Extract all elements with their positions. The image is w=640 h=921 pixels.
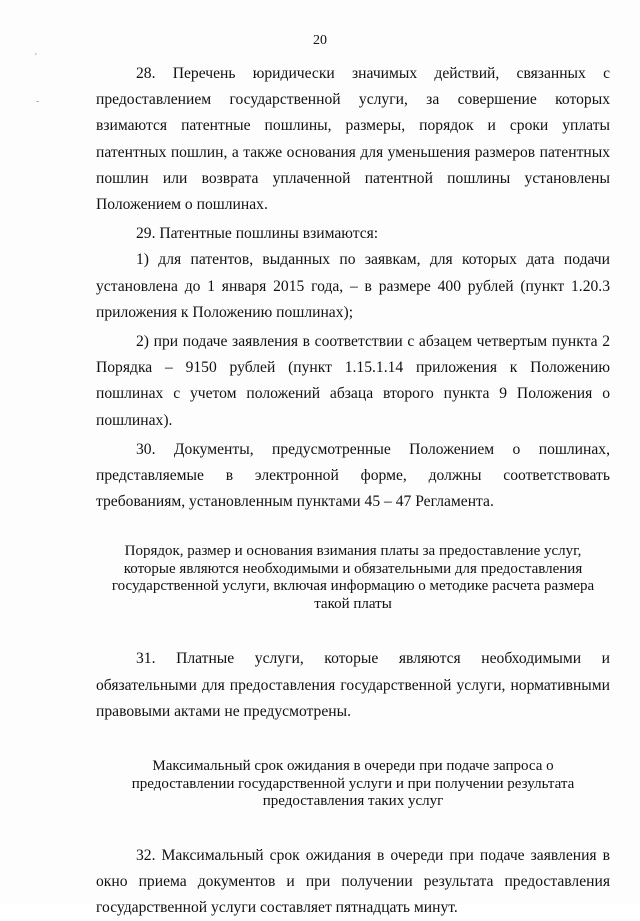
- paragraph-29-item-2: 2) при подаче заявления в соответствии с абзацем четвертым пункта 2 Порядка – 9150 рублей (пункт 1.15.1.14 приложения к Положению пошлинах с учетом положений абзаца второго пункта 9 Положения о пошлинах).: [96, 333, 610, 429]
- paragraph-30: 30. Документы, предусмотренные Положением о пошлинах, представляемые в электронной форме, должны соответствовать требованиям, установленным пунктами 45 – 47 Регламента.: [96, 440, 610, 511]
- document-body: [96, 61, 610, 921]
- paragraph-29-item-1: 1) для патентов, выданных по заявкам, для которых дата подачи установлена до 1 января 2015 года, – в размере 400 рублей (пункт 1.20.3 приложения к Положению пошлинах);: [96, 251, 610, 321]
- paragraph-32: 32. Максимальный срок ожидания в очереди при подаче заявления в окно приема документов и при получении результата предоставления государственной услуги составляет пятнадцать минут.: [96, 846, 610, 916]
- scan-artifact-mark: ': [35, 52, 37, 63]
- scan-artifact-mark: -: [36, 96, 40, 107]
- section-heading-fees: Порядок, размер и основания взимания платы за предоставление услуг, которые являются необходимыми и обязательными для предоставления государственной услуги, включая информацию о методике расчета размера такой платы: [111, 543, 595, 612]
- paragraph-29: 29. Патентные пошлины взимаются:: [136, 225, 379, 243]
- section-heading-queue: Максимальный срок ожидания в очереди при подаче запроса о предоставлении государственной услуги и при получении результата предоставления таких услуг: [131, 758, 575, 810]
- paragraph-31: 31. Платные услуги, которые являются необходимыми и обязательными для предоставления государственной услуги, нормативными правовыми актами не предусмотрены.: [96, 650, 610, 720]
- paragraph-28: 28. Перечень юридически значимых действий, связанных с предоставлением государственной услуги, за совершение которых взимаются патентные пошлины, размеры, порядок и сроки уплаты патентных пошлин, а также основания для уменьшения размеров патентных пошлин или возврата уплаченной патентной пошлины установлены Положением о пошлинах.: [96, 65, 610, 214]
- page-number: 20: [313, 33, 327, 48]
